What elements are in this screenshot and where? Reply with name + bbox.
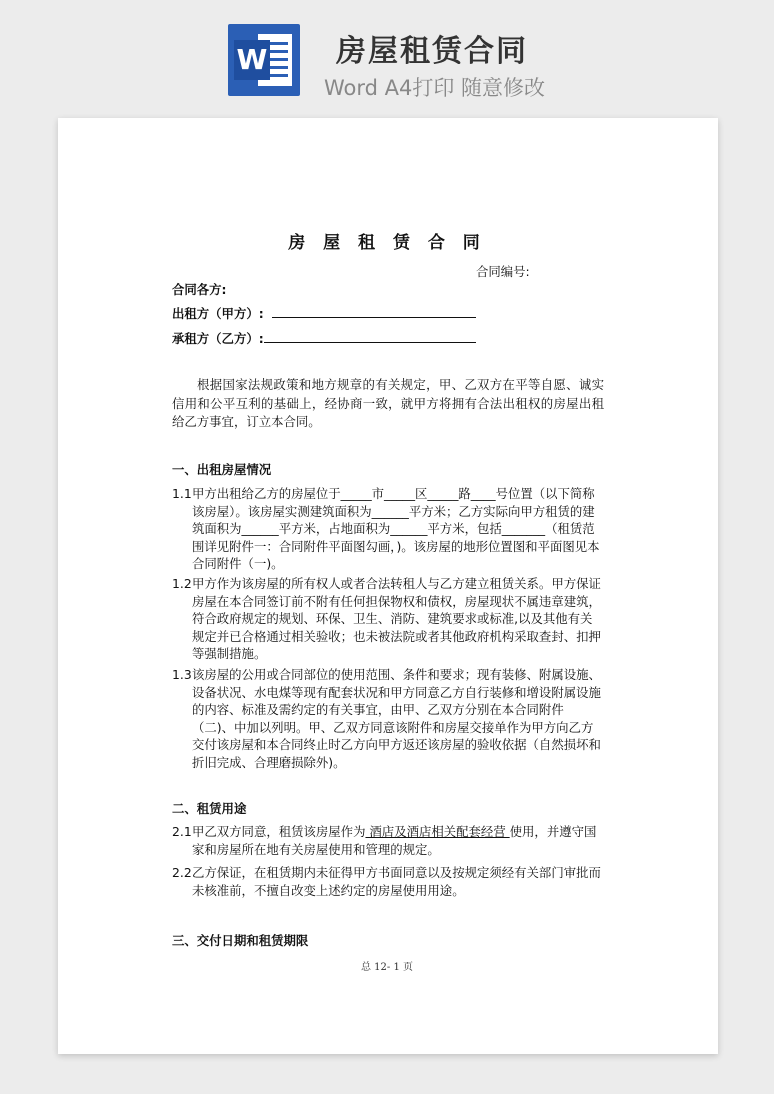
banner-title: 房屋租赁合同 xyxy=(336,34,528,69)
contract-number-label: 合同编号: xyxy=(476,264,530,279)
clause-number: 2.1 xyxy=(172,824,192,839)
lessee-label: 承租方（乙方）: xyxy=(172,331,264,346)
lessor-label: 出租方（甲方）: xyxy=(172,306,264,321)
page-footer: 总 12- 1 页 xyxy=(360,962,413,973)
clause-number: 1.2 xyxy=(172,576,192,591)
clause-number: 2.2 xyxy=(172,865,192,880)
clause-number: 1.1 xyxy=(172,486,192,501)
clause-1-2 xyxy=(172,575,604,663)
lessee-field[interactable] xyxy=(264,329,476,343)
banner-header xyxy=(0,0,774,118)
clause-text: 乙方保证，在租赁期内未征得甲方书面同意以及按规定须经有关部门审批而未核准前，不擅自改变上述约定的房屋使用用途。 xyxy=(192,865,601,898)
clause-number: 1.3 xyxy=(172,667,192,682)
lessor-field[interactable] xyxy=(272,304,476,318)
clause-2-1 xyxy=(172,823,604,858)
banner-subtitle: Word A4打印 随意修改 xyxy=(324,76,546,100)
intro-paragraph: 根据国家法规政策和地方规章的有关规定，甲、乙双方在平等自愿、诚实信用和公平互利的基础上，经协商一致，就甲方将拥有合法出租权的房屋出租给乙方事宜，订立本合同。 xyxy=(172,377,604,429)
clause-1-1 xyxy=(172,485,604,573)
clause-text: 该房屋的公用或合同部位的使用范围、条件和要求；现有装修、附属设施、设备状况、水电煤等现有配套状况和甲方同意乙方自行装修和增设附属设施的内容、标准及需约定的有关事宜，由甲、乙双方分别在本合同附件（二)、中加以列明。甲、乙双方同意该附件和房屋交接单作为甲方向乙方交付该房屋和本合同终止时乙方向甲方返还该房屋的验收依据（自然损坏和折旧完成、合理磨损除外)。 xyxy=(192,667,601,770)
usage-field[interactable]: 酒店及酒店相关配套经营 xyxy=(365,824,510,839)
section-2-title: 二、租赁用途 xyxy=(172,801,247,816)
word-icon: W xyxy=(228,24,300,96)
document-title: 房 屋 租 赁 合 同 xyxy=(288,233,486,253)
clause-text: 甲方出租给乙方的房屋位于_____市_____区_____路____号位置（以下简称该房屋）。该房屋实测建筑面积为______平方米；乙方实际向甲方租赁的建筑面积为______平方米，占地面积为______平方米，包括_______（租赁范围详见附件一：合同附件平面图勾画，)。该房屋的地形位置图和平面图见本合同附件（一)。 xyxy=(192,486,600,571)
clause-2-2 xyxy=(172,864,604,899)
clause-text-post: 使用，并遵守国家和房屋所在地有关房屋使用和管理的规定。 xyxy=(192,824,597,857)
parties-label: 合同各方: xyxy=(172,282,227,297)
section-3-title: 三、交付日期和租赁期限 xyxy=(172,933,309,948)
section-1-title: 一、出租房屋情况 xyxy=(172,462,272,477)
clause-text: 甲方作为该房屋的所有权人或者合法转租人与乙方建立租赁关系。甲方保证房屋在本合同签订前不附有任何担保物权和债权，房屋现状不属违章建筑，符合政府规定的规划、环保、卫生、消防、建筑要求或标准,以及其他有关规定并已合格通过相关验收；也未被法院或者其他政府机构采取查封、扣押等强制措施。 xyxy=(192,576,601,661)
clause-1-3 xyxy=(172,666,604,771)
clause-text-pre: 甲乙双方同意，租赁该房屋作为 xyxy=(192,824,366,839)
